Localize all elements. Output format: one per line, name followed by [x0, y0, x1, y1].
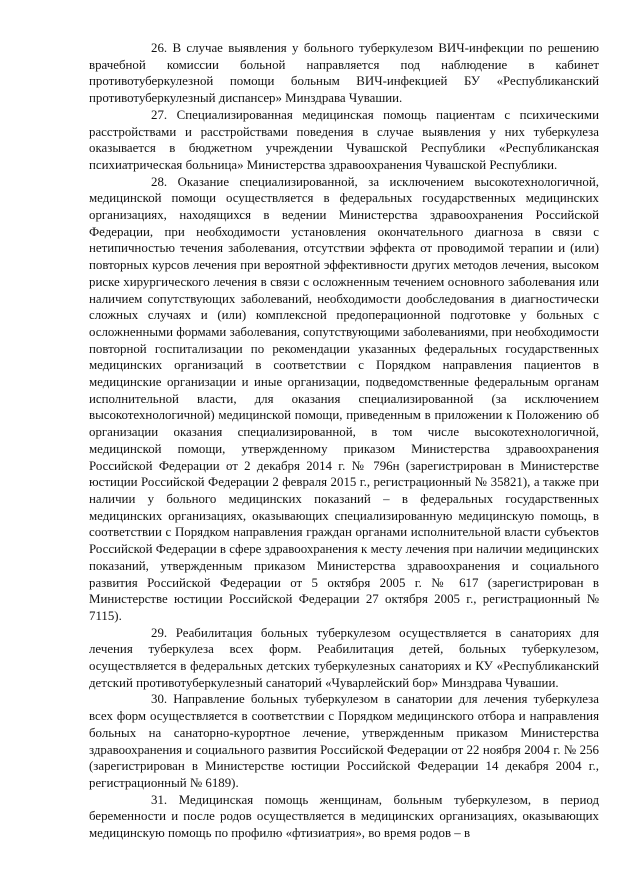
paragraph-26: 26. В случае выявления у больного туберкулезом ВИЧ-инфекции по решению врачебной комиссии больной направляется под наблюдение в кабинет противотуберкулезной помощи больным ВИЧ-инфекцией БУ «Республиканский противотуберкулезный диспансер» Минздрава Чувашии. — [89, 41, 599, 106]
paragraph-29: 29. Реабилитация больных туберкулезом осуществляется в санаториях для лечения туберкулеза всех форм. Реабилитация детей, больных туберкулезом, осуществляется в федеральных детских туберкулезных санаториях и КУ «Республиканский детский противотуберкулезный санаторий «Чуварлейский бор» Минздрава Чувашии. — [89, 625, 599, 690]
document-page — [89, 40, 599, 842]
paragraph-30: 30. Направление больных туберкулезом в санатории для лечения туберкулеза всех форм осуществляется в соответствии с Порядком медицинского отбора и направления больных на санаторно-курортное лечение, утвержденным приказом Министерства здравоохранения и социального развития Российской Федерации от 22 ноября 2004 г. № 256 (зарегистрирован в Министерстве юстиции Российской Федерации 14 декабря 2004 г., регистрационный № 6189). — [89, 692, 599, 790]
paragraph-31: 31. Медицинская помощь женщинам, больным туберкулезом, в период беременности и после родов осуществляется в медицинских организациях, оказывающих медицинскую помощь по профилю «фтизиатрия», во время родов – в — [89, 792, 599, 841]
paragraph-27: 27. Специализированная медицинская помощь пациентам с психическими расстройствами и расстройствами поведения в случае выявления у них туберкулеза оказывается в бюджетном учреждении Чувашской Республики «Республиканская психиатрическая больница» Министерства здравоохранения Чувашской Республики. — [89, 107, 599, 172]
paragraph-28: 28. Оказание специализированной, за исключением высокотехнологичной, медицинской помощи осуществляется в федеральных государственных медицинских организациях, находящихся в ведении Министерства здравоохранения Российской Федерации, при необходимости установления окончательного диагноза в связи с нетипичностью течения заболевания, отсутствии эффекта от проводимой терапии и (или) повторных курсов лечения при вероятной эффективности других методов лечения, высоком риске хирургического лечения в связи с осложненным течением основного заболевания или наличием сопутствующих заболеваний, необходимости дообследования в диагностически сложных случаях и (или) комплексной предоперационной подготовке у больных с осложненными формами заболевания, сопутствующими заболеваниями, при необходимости повторной госпитализации по рекомендации указанных федеральных государственных медицинских организаций в соответствии с Порядком направления пациентов в медицинские организации и иные организации, подведомственные федеральным органам исполнительной власти, для оказания специализированной (за исключением высокотехнологичной) медицинской помощи, приведенным в приложении к Положению об организации оказания специализированной, в том числе высокотехнологичной, медицинской помощи, утвержденному приказом Министерства здравоохранения Российской Федерации от 2 декабря 2014 г. № 796н (зарегистрирован в Министерстве юстиции Российской Федерации 2 февраля 2015 г., регистрационный № 35821), а также при наличии у больного медицинских показаний – в федеральных государственных медицинских организациях, оказывающих специализированную медицинскую помощь, в соответствии с Порядком направления граждан органами исполнительной власти субъектов Российской Федерации в сфере здравоохранения к месту лечения при наличии медицинских показаний, утвержденным приказом Министерства здравоохранения и социального развития Российской Федерации от 5 октября 2005 г. № 617 (зарегистрирован в Министерстве юстиции Российской Федерации 27 октября 2005 г., регистрационный № 7115). — [89, 174, 599, 623]
